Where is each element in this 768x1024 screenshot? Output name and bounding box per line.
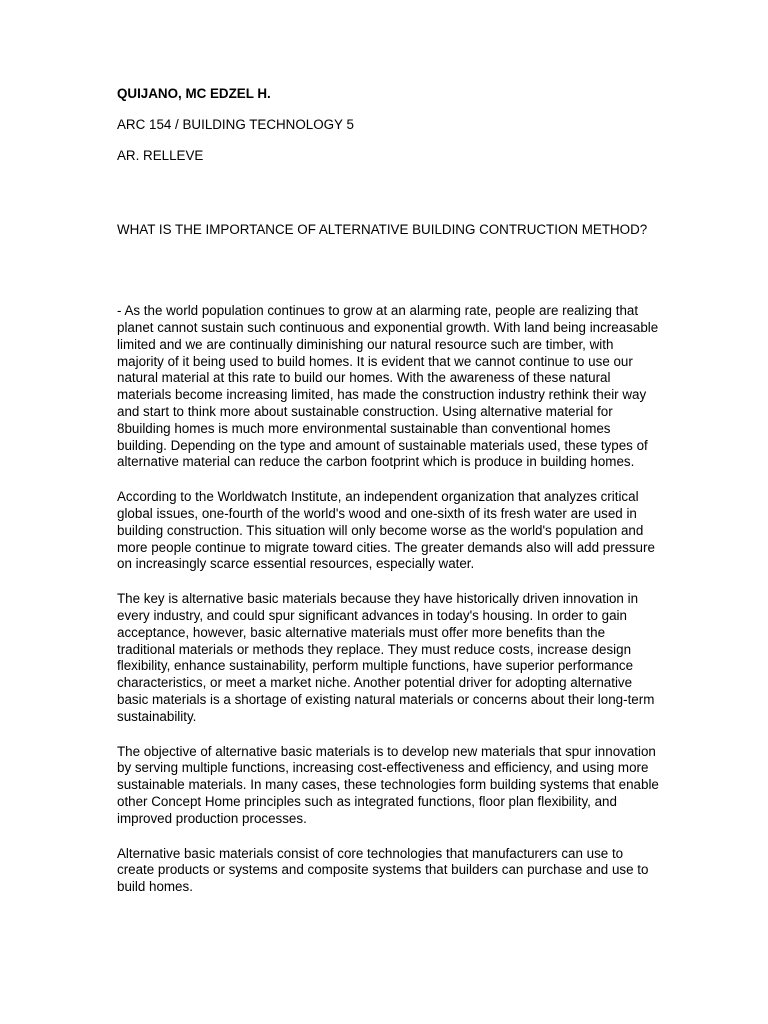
author-name: QUIJANO, MC EDZEL H. <box>117 86 271 101</box>
document-page <box>117 86 662 896</box>
paragraph-2: According to the Worldwatch Institute, an independent organization that analyzes critical global issues, one-fourth of the world's wood and one-sixth of its fresh water are used in building construction. This situation will only become worse as the world's population and more people continue to migrate toward cities. The greater demands also will add pressure on increasingly scarce essential resources, especially water. <box>117 489 655 572</box>
instructor-name: AR. RELLEVE <box>117 147 204 163</box>
paragraph-3: The key is alternative basic materials because they have historically driven innovation in every industry, and could spur significant advances in today's housing. In order to gain acceptance, however, basic alternative materials must offer more benefits than the traditional materials or methods they replace. They must reduce costs, increase design flexibility, enhance sustainability, perform multiple functions, have superior performance characteristics, or meet a market niche. Another potential driver for adopting alternative basic materials is a shortage of existing natural materials or concerns about their long-term sustainability. <box>117 591 655 724</box>
paragraph-4: The objective of alternative basic materials is to develop new materials that spur innovation by serving multiple functions, increasing cost-effectiveness and efficiency, and using more sustainable materials. In many cases, these technologies form building systems that enable other Concept Home principles such as integrated functions, floor plan flexibility, and improved production processes. <box>117 743 659 826</box>
paragraph-5: Alternative basic materials consist of core technologies that manufacturers can use to create products or systems and composite systems that builders can purchase and use to build homes. <box>117 845 649 895</box>
essay-question: WHAT IS THE IMPORTANCE OF ALTERNATIVE BUILDING CONTRUCTION METHOD? <box>117 222 648 238</box>
course-title: ARC 154 / BUILDING TECHNOLOGY 5 <box>117 116 354 132</box>
paragraph-1: - As the world population continues to grow at an alarming rate, people are realizing that planet cannot sustain such continuous and exponential growth. With land being increasable limited and we are continually diminishing our natural resource such are timber, with majority of it being used to build homes. It is evident that we cannot continue to use our natural material at this rate to build our homes. With the awareness of these natural materials become increasing limited, has made the construction industry rethink their way and start to think more about sustainable construction. Using alternative material for 8building homes is much more environmental sustainable than conventional homes building. Depending on the type and amount of sustainable materials used, these types of alternative material can reduce the carbon footprint which is produce in building homes. <box>117 303 659 470</box>
